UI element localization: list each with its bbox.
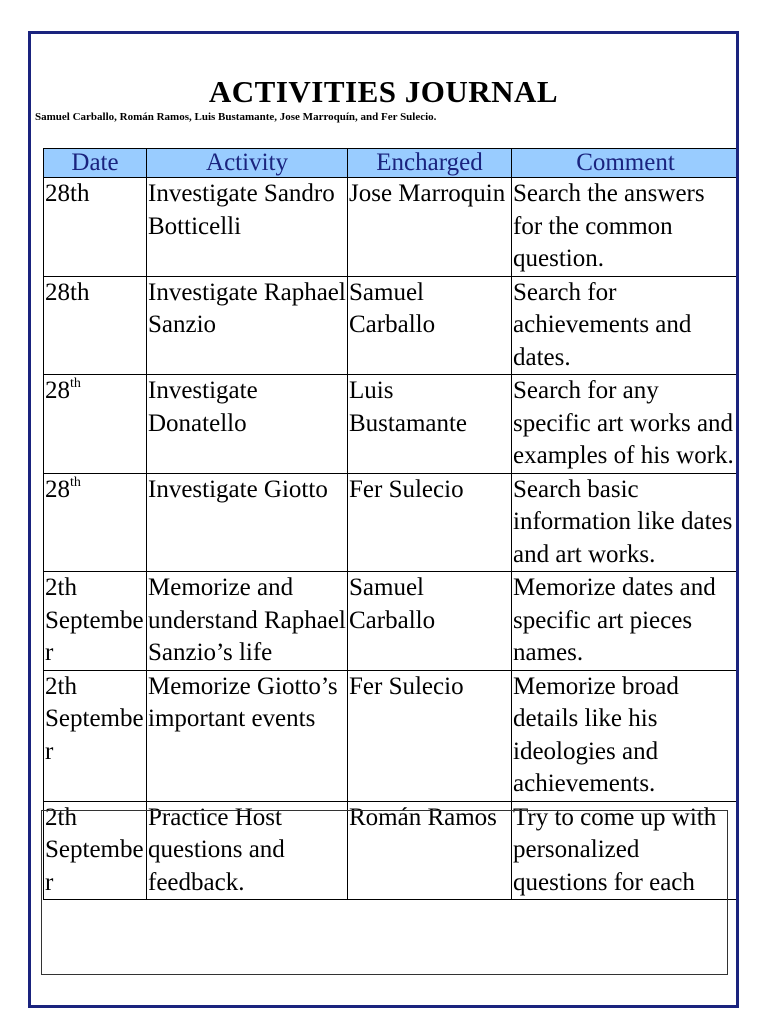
cell-encharged: Román Ramos [348,801,512,900]
date-text: 28th [45,180,90,207]
cell-activity: Investigate Raphael Sanzio [147,276,348,375]
table-row [44,473,740,572]
cell-comment: Search for achievements and dates. [512,276,740,375]
document-authors: Samuel Carballo, Román Ramos, Luis Bustamante, Jose Marroquín, and Fer Sulecio. [35,111,437,123]
cell-comment: Search basic information like dates and art works. [512,473,740,572]
cell-comment: Search for any specific art works and examples of his work. [512,375,740,474]
cell-activity: Practice Host questions and feedback. [147,801,348,900]
cell-date: 2th September [44,801,147,900]
column-header-comment: Comment [512,149,740,178]
table-header-row [44,149,740,178]
table-row [44,572,740,671]
cell-date: 2th September [44,670,147,801]
table-row [44,178,740,277]
column-header-date: Date [44,149,147,178]
cell-activity: Memorize Giotto’s important events [147,670,348,801]
date-ordinal-suffix: th [70,376,81,391]
date-text: 28 [45,475,70,503]
cell-activity: Investigate Donatello [147,375,348,474]
cell-comment: Memorize dates and specific art pieces names. [512,572,740,671]
cell-comment: Try to come up with personalized questions for each [512,801,740,900]
cell-date [44,276,147,375]
table-row [44,801,740,900]
cell-encharged: Samuel Carballo [348,276,512,375]
cell-encharged: Fer Sulecio [348,473,512,572]
cell-comment: Search the answers for the common question. [512,178,740,277]
column-header-encharged: Encharged [348,149,512,178]
cell-encharged: Jose Marroquin [348,178,512,277]
document-title: ACTIVITIES JOURNAL [208,74,559,109]
table-row [44,670,740,801]
cell-activity: Memorize and understand Raphael Sanzio’s life [147,572,348,671]
table-row [44,276,740,375]
cell-date [44,375,147,474]
cell-encharged: Fer Sulecio [348,670,512,801]
cell-activity: Investigate Giotto [147,473,348,572]
column-header-activity: Activity [147,149,348,178]
page-border [28,31,739,1008]
cell-date: 2th September [44,572,147,671]
cell-encharged: Samuel Carballo [348,572,512,671]
date-text: 28th [45,278,90,306]
date-ordinal-suffix: th [70,474,81,490]
cell-date [44,178,147,277]
cell-activity: Investigate Sandro Botticelli [147,178,348,277]
table-row [44,375,740,474]
cell-encharged: Luis Bustamante [348,375,512,474]
date-text: 28 [45,377,70,404]
activities-table [43,148,739,900]
cell-date [44,473,147,572]
cell-comment: Memorize broad details like his ideologies and achievements. [512,670,740,801]
